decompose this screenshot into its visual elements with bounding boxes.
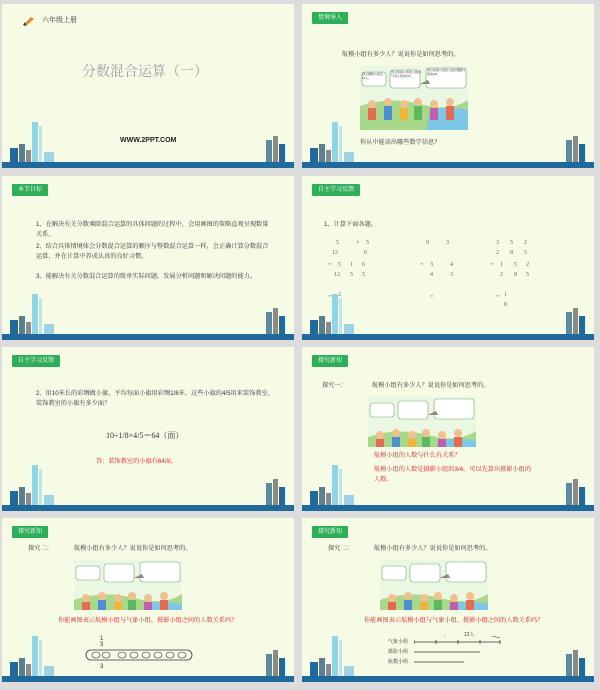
prompt-text: 你从中能读出哪些数学信息？ <box>360 139 441 146</box>
row-label-weather: 气象小组 <box>388 639 409 645</box>
relation-question: 航模小组的人数与什么有关系？ <box>374 452 461 459</box>
svg-text:3: 3 <box>496 240 499 246</box>
svg-text:3: 3 <box>100 642 104 648</box>
svg-text:5: 5 <box>350 272 353 278</box>
svg-text:8: 8 <box>510 250 513 256</box>
group-illustration <box>368 397 476 447</box>
svg-text:4: 4 <box>450 262 453 268</box>
grade-label: 六年级上册 <box>42 17 77 24</box>
goal-3: 3、能解决有关分数混合运算的简单实际问题，发展分析问题和解决问题的能力。 <box>36 273 257 280</box>
books-decoration <box>308 465 360 505</box>
svg-text:3: 3 <box>446 240 449 246</box>
instruction-text: 1、计算下面各题。 <box>324 221 377 228</box>
books-right-decoration <box>266 122 286 162</box>
section-tag: 探究新知 <box>312 526 348 538</box>
bubble-left: 我们摄影小组有12人。 <box>362 72 384 80</box>
diagram-top-label: 12人 <box>464 632 475 638</box>
goal-2: 2、结合具体情境体会分数混合运算的顺序与整数混合运算一样，会正确计算分数混合运算，并在计算中养成认真的良好习惯。 <box>36 243 269 260</box>
svg-text:2: 2 <box>496 250 499 256</box>
explore-label: 探究一： <box>322 382 347 389</box>
section-tag: 本节目标 <box>12 184 48 196</box>
group-diagram <box>82 632 202 672</box>
slide-4[interactable] <box>302 176 594 340</box>
books-right-decoration <box>566 465 586 505</box>
books-right-decoration <box>266 465 286 505</box>
group-illustration <box>380 560 488 610</box>
svg-text:=: = <box>496 294 500 300</box>
faded-expressions <box>326 236 576 316</box>
slide-7[interactable] <box>2 518 294 682</box>
slide-title: 分数混合运算（一） <box>82 63 208 79</box>
books-right-decoration <box>566 122 586 162</box>
svg-text:2: 2 <box>524 240 527 246</box>
svg-text:5: 5 <box>362 272 365 278</box>
books-decoration <box>8 465 60 505</box>
svg-text:5: 5 <box>514 262 517 268</box>
books-right-decoration <box>566 294 586 334</box>
section-tag: 自主学习反馈 <box>312 184 360 196</box>
svg-text:5: 5 <box>510 240 513 246</box>
svg-text:3: 3 <box>100 664 104 670</box>
svg-text:5: 5 <box>336 240 339 246</box>
explore-label: 探究二： <box>328 545 353 552</box>
section-tag: 探究新知 <box>12 526 48 538</box>
row-label-model: 航模小组 <box>388 659 409 665</box>
goal-1: 1、在解决有关分数乘除混合运算的具体问题的过程中，会用画图的策略直观呈现数量关系。 <box>36 221 269 238</box>
website-text: WWW.2PPT.COM <box>120 137 177 144</box>
svg-text:6: 6 <box>364 250 367 256</box>
slide-8[interactable] <box>302 518 594 682</box>
books-decoration <box>8 294 60 334</box>
question-text: 航模小组有多少人？说说你是如何思考的。 <box>372 382 490 389</box>
svg-text:5: 5 <box>524 250 527 256</box>
books-decoration <box>8 122 60 162</box>
problem-text: 2、用10米长的彩绸做小旗，平均每面小旗用彩绸1/8米。这些小旗的4/5用来装饰教室，装饰教室的小旗有多少面？ <box>36 390 274 407</box>
svg-text:1: 1 <box>100 636 104 642</box>
svg-text:=: = <box>430 294 434 300</box>
question-text: 航模小组有多少人？说说你是如何思考的。 <box>342 51 460 58</box>
svg-text:5: 5 <box>338 262 341 268</box>
answer-text: 答：装饰教室的小旗有64面。 <box>96 458 178 465</box>
svg-text:=: = <box>490 262 494 268</box>
row-label-photo: 摄影小组 <box>388 649 409 655</box>
slide-3[interactable] <box>2 176 294 340</box>
question-text: 航模小组有多少人？说说你是如何思考的。 <box>374 545 492 552</box>
section-tag: 情境导入 <box>312 12 348 24</box>
bubble-mid: 我们航模小组的人数是气象小组的1/4。 <box>391 70 422 78</box>
svg-text:=: = <box>328 262 332 268</box>
relation-answer: 航模小组的人数是摄影小组的3/4，可以先算出摄影小组的人数。 <box>374 466 532 483</box>
question-text: 航模小组有多少人？说说你是如何思考的。 <box>74 545 192 552</box>
svg-text:12: 12 <box>332 250 338 256</box>
svg-text:1: 1 <box>500 262 503 268</box>
slide-1[interactable] <box>2 4 294 168</box>
section-tag: 自主学习反馈 <box>12 355 60 367</box>
slide-5[interactable] <box>2 347 294 511</box>
svg-text:2: 2 <box>526 262 529 268</box>
svg-text:3: 3 <box>450 272 453 278</box>
svg-text:5: 5 <box>366 240 369 246</box>
svg-text:2: 2 <box>500 272 503 278</box>
svg-text:2: 2 <box>338 292 341 298</box>
svg-text:1: 1 <box>504 292 507 298</box>
svg-text:12: 12 <box>334 272 340 278</box>
svg-text:=: = <box>420 262 424 268</box>
svg-text:=: = <box>328 294 332 300</box>
bubble-right: 我们航模小组的人数是摄影小组的3/4。 <box>427 68 467 76</box>
svg-text:6: 6 <box>362 262 365 268</box>
books-decoration <box>8 636 60 676</box>
books-decoration <box>308 122 360 162</box>
svg-text:×: × <box>356 240 360 246</box>
draw-prompt: 你能画图表示航模小组与气象小组、摄影小组之间的人数关系吗？ <box>58 617 238 624</box>
svg-text:1: 1 <box>350 262 353 268</box>
explore-label: 探究二： <box>28 545 53 552</box>
expression: 10÷1/8×4/5＝64（面） <box>106 431 184 440</box>
svg-text:8: 8 <box>504 302 507 308</box>
books-right-decoration <box>566 636 586 676</box>
books-decoration <box>308 636 360 676</box>
svg-text:3: 3 <box>430 262 433 268</box>
svg-text:8: 8 <box>514 272 517 278</box>
books-right-decoration <box>266 294 286 334</box>
svg-text:5: 5 <box>526 272 529 278</box>
slide-2[interactable] <box>302 4 594 168</box>
pencil-icon <box>22 16 36 26</box>
relation-lines <box>414 636 514 670</box>
svg-text:9: 9 <box>426 240 429 246</box>
section-tag: 探究新知 <box>312 355 348 367</box>
svg-text:4: 4 <box>430 272 433 278</box>
slide-6[interactable] <box>302 347 594 511</box>
books-right-decoration <box>266 636 286 676</box>
group-illustration <box>74 560 182 610</box>
draw-prompt: 你能画图表示航模小组与气象小组、摄影小组之间的人数关系吗？ <box>364 617 544 624</box>
books-decoration <box>308 294 360 334</box>
